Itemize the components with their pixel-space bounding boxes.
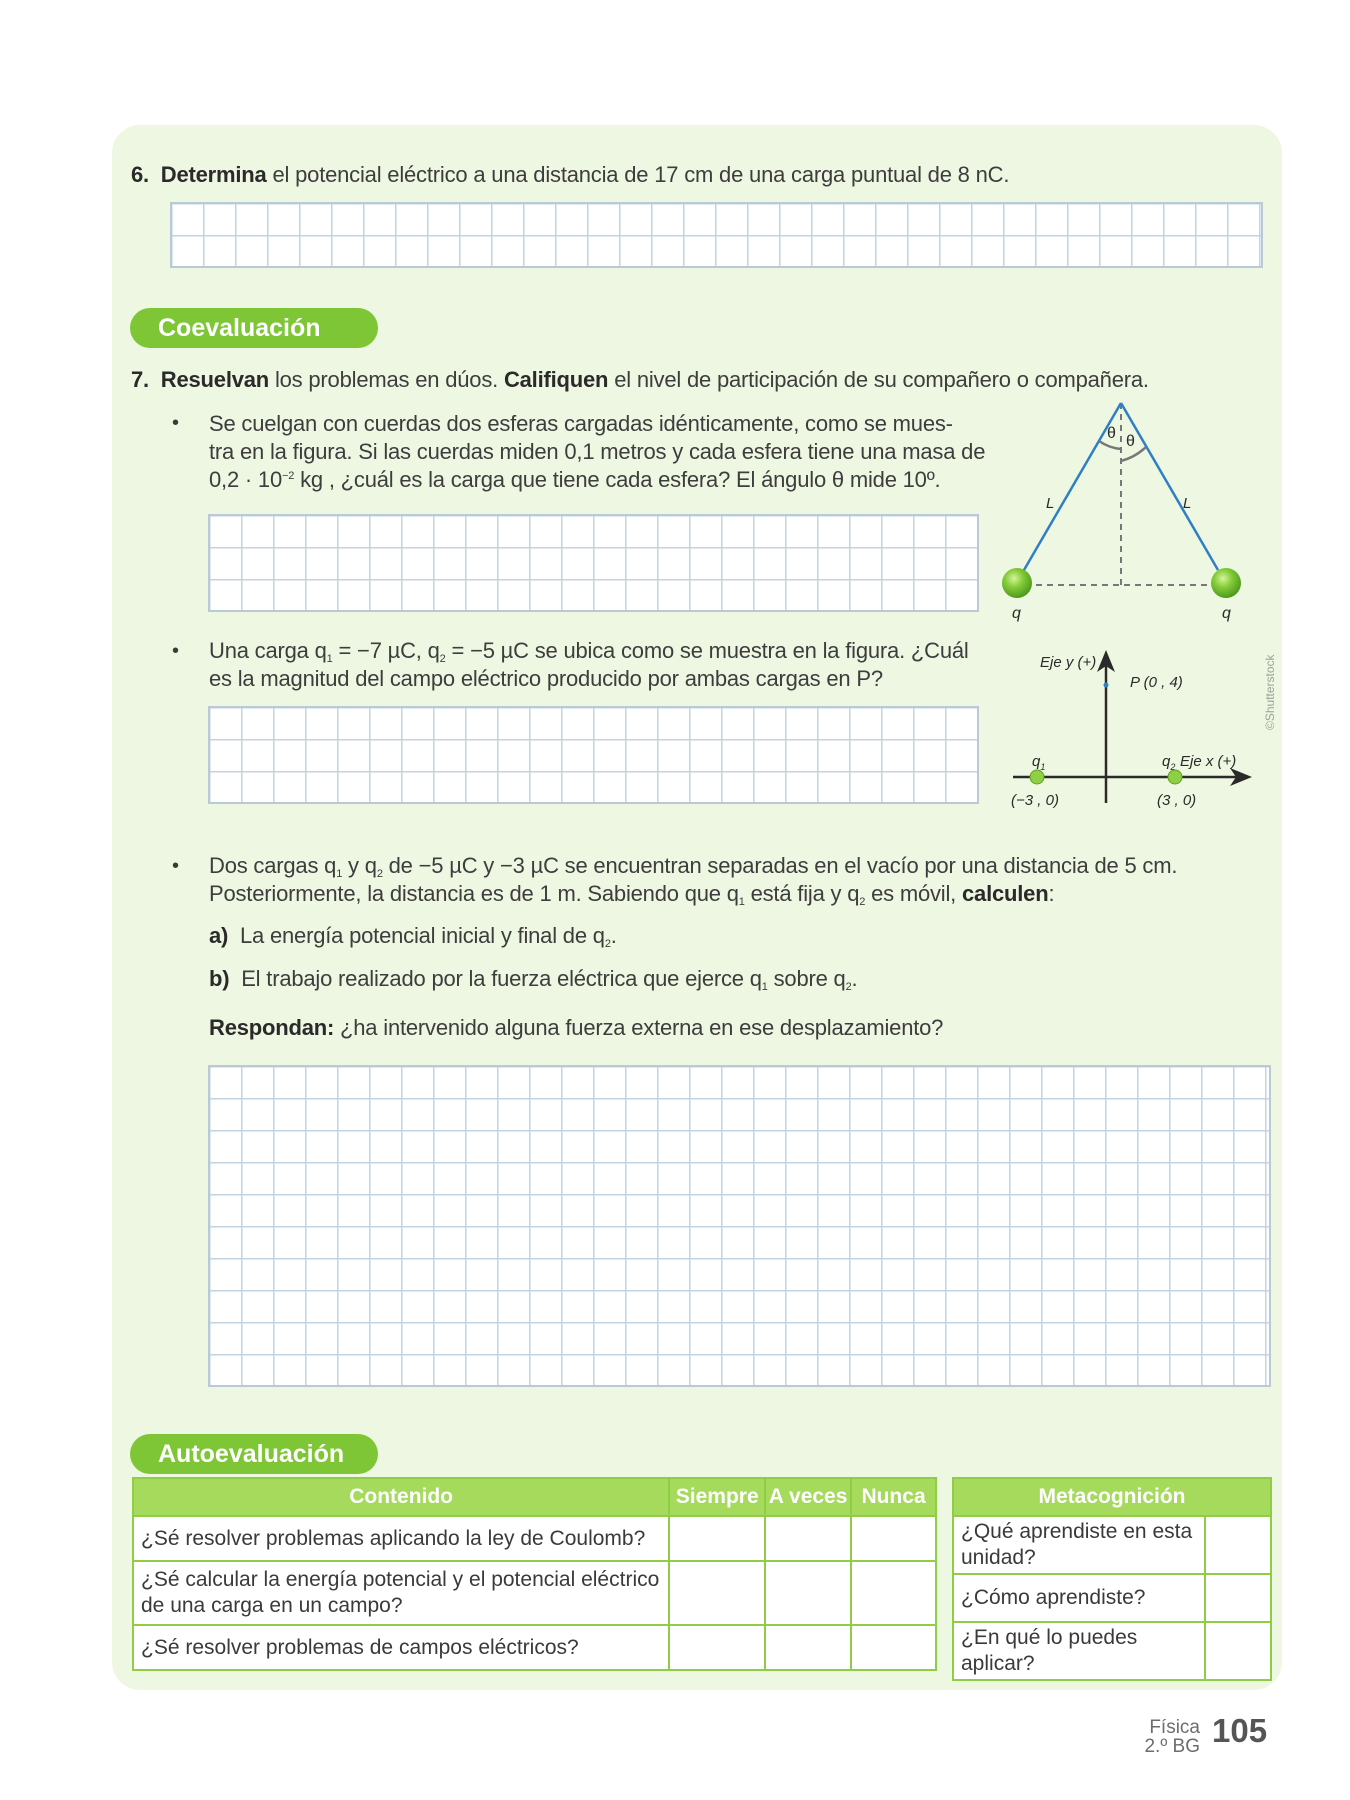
- question-6: 6. Determina el potencial eléctrico a una distancia de 17 cm de una carga puntual de 8 nC.: [131, 162, 1010, 187]
- answer-grid-q6[interactable]: [170, 202, 1263, 268]
- sphere-left: [1002, 568, 1032, 598]
- problem-field-at-p: Una carga $q_1 = -7$ µC, $q_2 = -5$ µC se ubica como se muestra en la figura. ¿Cuál es la magnitud del campo eléctrico producido por ambas cargas en P?: [209, 638, 969, 691]
- svg-text:Eje y (+): Eje y (+): [1040, 654, 1097, 671]
- meta-question: ¿Qué aprendiste en esta unidad?: [953, 1516, 1205, 1574]
- charge-q1: [1030, 770, 1044, 784]
- svg-text:q: q: [1012, 605, 1021, 622]
- cell-siempre[interactable]: [669, 1516, 765, 1561]
- self-assessment-table: [132, 1477, 937, 1671]
- table-row: [133, 1561, 936, 1625]
- charge-q2: [1168, 770, 1182, 784]
- bullet-icon: •: [172, 855, 180, 877]
- meta-question: ¿Cómo aprendiste?: [953, 1574, 1205, 1622]
- table-row: [133, 1516, 936, 1561]
- svg-text:L: L: [1183, 495, 1192, 512]
- cell-a-veces[interactable]: [765, 1625, 851, 1670]
- table-row: [953, 1516, 1271, 1574]
- header-metacognicion: Metacognición: [953, 1478, 1271, 1516]
- page-number: 105: [1212, 1712, 1268, 1749]
- svg-text:q: q: [1222, 605, 1231, 622]
- question-7: 7. Resuelvan los problemas en dúos. Califiquen el nivel de participación de su compañero o compañera.: [131, 367, 1149, 392]
- footer-subject: Física 2.º BG: [1144, 1717, 1200, 1757]
- sphere-right: [1211, 568, 1241, 598]
- metacognition-table: [952, 1477, 1272, 1681]
- bullet-icon: •: [172, 412, 180, 434]
- bullet-icon: •: [172, 640, 180, 662]
- image-credit: ©Shutterstock: [1263, 654, 1277, 730]
- cell-a-veces[interactable]: [765, 1561, 851, 1625]
- meta-question: ¿En qué lo puedes aplicar?: [953, 1622, 1205, 1680]
- q6-verb: Determina: [160, 162, 267, 187]
- cell-nunca[interactable]: [851, 1561, 936, 1625]
- svg-text:Eje x (+): Eje x (+): [1180, 753, 1237, 770]
- cell-a-veces[interactable]: [765, 1516, 851, 1561]
- problem-two-charges: Dos cargas $q_1$ y $q_2$ de −5 µC y −3 µC se encuentran separadas en el vacío por una distancia de 5 cm. Posteriormente, la distancia es de 1 m. Sabiendo que $q_1$ está fija y $q_2$ es móvil, calculen:: [209, 853, 1178, 908]
- meta-answer-cell[interactable]: [1205, 1622, 1271, 1680]
- table-row: [953, 1622, 1271, 1680]
- answer-grid-spheres[interactable]: [208, 514, 979, 612]
- table-row: [133, 1625, 936, 1670]
- svg-text:θ: θ: [1126, 433, 1135, 450]
- svg-text:(3 , 0): (3 , 0): [1157, 792, 1197, 809]
- coordinate-axes-figure: [1000, 640, 1260, 820]
- meta-answer-cell[interactable]: [1205, 1516, 1271, 1574]
- row-question: ¿Sé resolver problemas de campos eléctricos?: [133, 1625, 669, 1670]
- answer-grid-field[interactable]: [208, 706, 979, 804]
- respond-prompt: Respondan: ¿ha intervenido alguna fuerza externa en ese desplazamiento?: [209, 1015, 944, 1040]
- subquestion-a: a) La energía potencial inicial y final de $q_2$.: [209, 923, 617, 950]
- cell-nunca[interactable]: [851, 1625, 936, 1670]
- row-question: ¿Sé calcular la energía potencial y el potencial eléctrico de una carga en un campo?: [133, 1561, 669, 1625]
- meta-answer-cell[interactable]: [1205, 1574, 1271, 1622]
- hanging-spheres-figure: [1000, 395, 1260, 635]
- svg-text:θ: θ: [1107, 425, 1116, 442]
- header-a-veces: A veces: [765, 1478, 851, 1516]
- autoevaluacion-badge: Autoevaluación: [130, 1434, 378, 1474]
- header-siempre: Siempre: [669, 1478, 765, 1516]
- header-contenido: Contenido: [133, 1478, 669, 1516]
- problem-hanging-spheres: Se cuelgan con cuerdas dos esferas cargadas idénticamente, como se mues- tra en la figura. Si las cuerdas miden 0,1 metros y cada esfera tiene una masa de $0,2 \cdot 10^{-2}$ kg , ¿cuál es la carga que tiene cada esfera? El ángulo θ mide 10º.: [209, 411, 986, 492]
- svg-text:L: L: [1046, 495, 1055, 512]
- svg-text:P (0 , 4): P (0 , 4): [1130, 674, 1183, 691]
- string-right: [1121, 403, 1218, 570]
- coevaluacion-badge: Coevaluación: [130, 308, 378, 348]
- answer-grid-two-charges[interactable]: [208, 1065, 1271, 1387]
- point-p: [1104, 683, 1109, 688]
- cell-siempre[interactable]: [669, 1625, 765, 1670]
- cell-siempre[interactable]: [669, 1561, 765, 1625]
- svg-text:q2: $q_2$: [1162, 753, 1176, 772]
- svg-text:q1: $q_1$: [1032, 753, 1046, 772]
- subquestion-b: b) El trabajo realizado por la fuerza eléctrica que ejerce $q_1$ sobre $q_2$.: [209, 966, 858, 993]
- cell-nunca[interactable]: [851, 1516, 936, 1561]
- table-row: [953, 1574, 1271, 1622]
- svg-text:(−3 , 0): (−3 , 0): [1011, 792, 1059, 809]
- header-nunca: Nunca: [851, 1478, 936, 1516]
- row-question: ¿Sé resolver problemas aplicando la ley de Coulomb?: [133, 1516, 669, 1561]
